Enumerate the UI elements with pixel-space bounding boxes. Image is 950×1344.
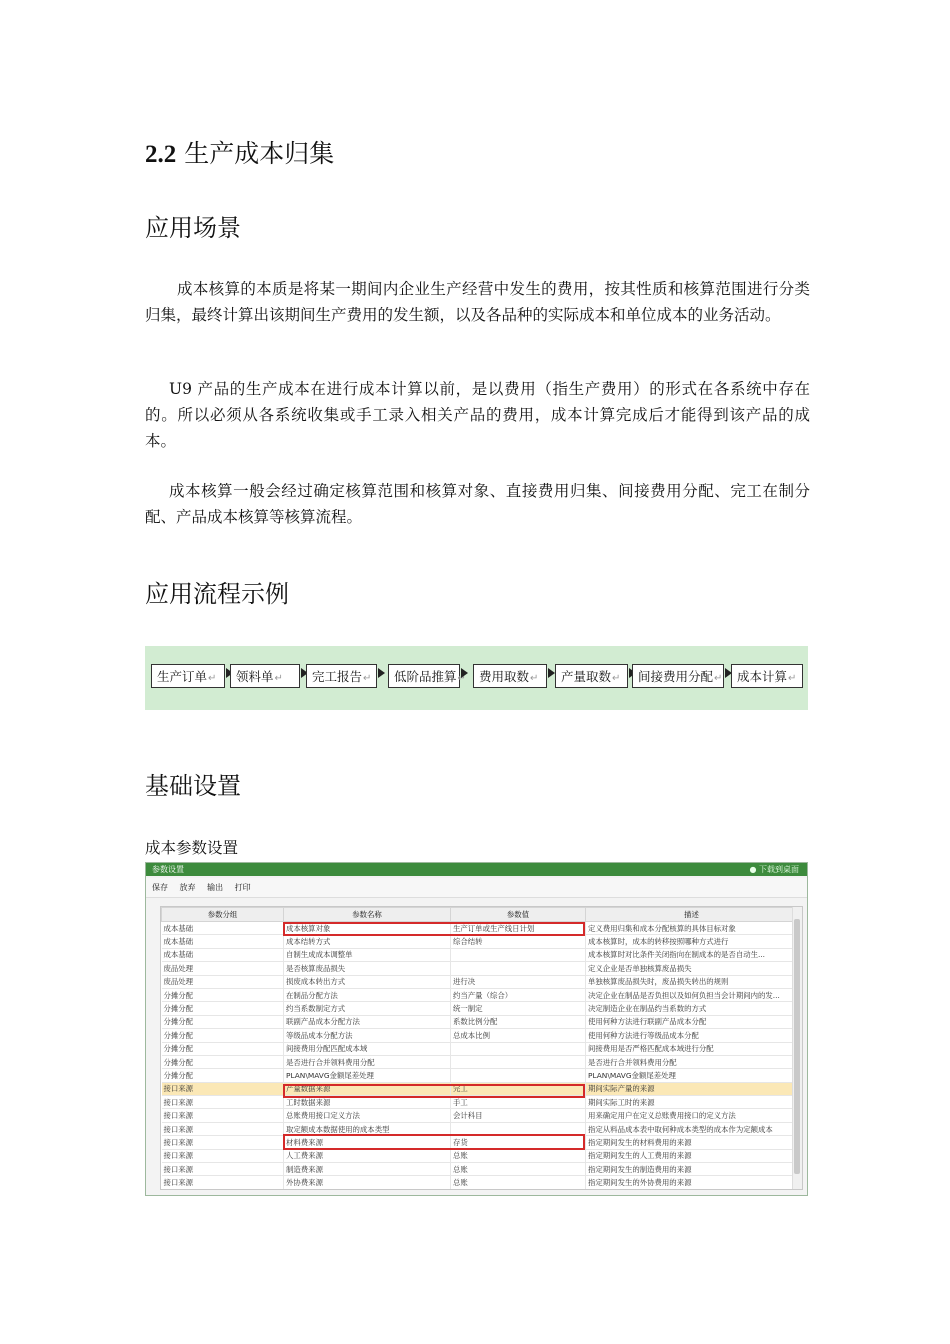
cell-description: 指定期间发生的材料费用的来源: [586, 1136, 798, 1149]
table-row[interactable]: [162, 1109, 804, 1122]
paragraph-3: 成本核算一般会经过确定核算范围和核算对象、直接费用归集、间接费用分配、完工在制分配、产品成本核算等核算流程。: [145, 482, 810, 526]
cell-name: 取定额成本数据使用的成本类型: [284, 1122, 451, 1135]
cell-group: 成本基础: [162, 922, 284, 935]
flow-arrow-icon: [461, 668, 468, 678]
toolbar-print-button[interactable]: 打印: [234, 883, 251, 892]
table-row[interactable]: [162, 1055, 804, 1068]
flow-step-label: 完工报告: [312, 669, 363, 684]
cell-description: 决定制造企业在制品约当系数的方式: [586, 1002, 798, 1015]
download-label: 下载到桌面: [759, 865, 799, 874]
red-mark-cost-object: [283, 922, 585, 936]
cell-group: 分摊分配: [162, 1029, 284, 1042]
flow-step-label: 领料单: [236, 669, 274, 684]
paragraph-mark-icon: ↵: [274, 673, 283, 684]
flow-arrow-icon: [378, 668, 385, 678]
cell-value: 约当产量（综合）: [451, 988, 586, 1001]
column-header-value[interactable]: 参数值: [451, 908, 586, 922]
vertical-scrollbar[interactable]: [792, 907, 802, 1189]
cell-group: 分摊分配: [162, 1015, 284, 1028]
paragraph-mark-icon: ↵: [714, 673, 723, 684]
cell-description: 成本核算时对比条件关闭指向在制成本的是否自动生...: [586, 948, 798, 961]
flow-step: [632, 664, 724, 688]
cell-name: 制造费来源: [284, 1163, 451, 1176]
cell-group: 接口来源: [162, 1082, 284, 1095]
cell-group: 成本基础: [162, 948, 284, 961]
red-mark-output-source: [283, 1084, 585, 1098]
cell-group: 接口来源: [162, 1176, 284, 1189]
heading-scenario: 应用场景: [145, 214, 241, 242]
table-header-row: [162, 908, 804, 922]
flow-step: [731, 664, 803, 688]
cell-value: 综合结转: [451, 935, 586, 948]
heading-basic: 基础设置: [145, 772, 241, 800]
cell-group: 废品处理: [162, 975, 284, 988]
red-mark-material-source: [283, 1134, 585, 1150]
cell-group: 成本基础: [162, 935, 284, 948]
cell-group: 分摊分配: [162, 1002, 284, 1015]
cell-value: [451, 1069, 586, 1082]
cell-group: 接口来源: [162, 1136, 284, 1149]
flow-step-label: 产量取数: [561, 669, 612, 684]
heading-flow: 应用流程示例: [145, 580, 289, 608]
paragraph-mark-icon: ↵: [530, 673, 539, 684]
cell-name: 在制品分配方法: [284, 988, 451, 1001]
cell-description: 用来确定用户在定义总账费用接口的定义方法: [586, 1109, 798, 1122]
flow-step-label: 费用取数: [479, 669, 530, 684]
parameter-settings-window: [145, 862, 808, 1196]
cell-description: 间接费用是否严格匹配成本域进行分配: [586, 1042, 798, 1055]
cell-name: 工时数据来源: [284, 1096, 451, 1109]
cell-description: 使用何种方法进行等级品成本分配: [586, 1029, 798, 1042]
cell-value: 总账: [451, 1176, 586, 1189]
cell-name: PLAN\MAVG金额尾差处理: [284, 1069, 451, 1082]
cell-group: 接口来源: [162, 1149, 284, 1162]
cell-value: 系数比例分配: [451, 1015, 586, 1028]
cell-description: 指定期间发生的制造费用的来源: [586, 1163, 798, 1176]
paragraph-mark-icon: ↵: [612, 673, 621, 684]
column-header-description[interactable]: 描述: [586, 908, 798, 922]
cell-description: 期间实际产量的来源: [586, 1082, 798, 1095]
cell-value: [451, 948, 586, 961]
flow-diagram: [145, 646, 808, 710]
cell-group: 分摊分配: [162, 1055, 284, 1068]
cell-group: 分摊分配: [162, 988, 284, 1001]
table-row[interactable]: [162, 1042, 804, 1055]
section-number: 2.2: [145, 141, 177, 168]
table-row[interactable]: [162, 935, 804, 948]
window-title: 参数设置: [152, 865, 184, 874]
cell-description: 指定从料品成本表中取何种成本类型的成本作为定额成本: [586, 1122, 798, 1135]
table-row[interactable]: [162, 975, 804, 988]
table-row[interactable]: [162, 1002, 804, 1015]
cell-group: 废品处理: [162, 962, 284, 975]
cell-description: 指定期间发生的人工费用的来源: [586, 1149, 798, 1162]
paragraph-mark-icon: ↵: [208, 673, 217, 684]
toolbar-discard-button[interactable]: 放弃: [179, 883, 196, 892]
flow-step: [388, 664, 466, 688]
cell-group: 接口来源: [162, 1109, 284, 1122]
toolbar-save-button[interactable]: 保存: [152, 883, 168, 892]
table-row[interactable]: [162, 948, 804, 961]
cell-description: 决定企业在制品是否负担以及如何负担当会计期间内的发...: [586, 988, 798, 1001]
flow-step: [306, 664, 377, 688]
cell-value: 生产订单或生产线日计划: [451, 922, 586, 935]
cell-name: 材料费来源: [284, 1136, 451, 1149]
flow-arrow-icon: [548, 668, 555, 678]
cell-description: 定义费用归集和成本分配核算的具体目标对象: [586, 922, 798, 935]
column-header-name[interactable]: 参数名称: [284, 908, 451, 922]
cell-value: 会计科目: [451, 1109, 586, 1122]
table-row[interactable]: [162, 962, 804, 975]
table-row[interactable]: [162, 1029, 804, 1042]
cell-description: 成本核算时，成本的转移按照哪种方式进行: [586, 935, 798, 948]
cell-group: 接口来源: [162, 1096, 284, 1109]
table-row[interactable]: [162, 988, 804, 1001]
window-title-bar: [146, 863, 807, 876]
cell-description: 单独核算废品损失时，废品损失转出的规则: [586, 975, 798, 988]
cell-name: 总账费用接口定义方法: [284, 1109, 451, 1122]
toolbar: [146, 878, 807, 898]
cell-name: 产量数据来源: [284, 1082, 451, 1095]
table-row[interactable]: [162, 1163, 804, 1176]
cell-group: 接口来源: [162, 1163, 284, 1176]
cell-name: 人工费来源: [284, 1149, 451, 1162]
cell-name: 是否核算废品损失: [284, 962, 451, 975]
cell-description: 期间实际工时的来源: [586, 1096, 798, 1109]
flow-step-label: 低阶品推算: [394, 669, 457, 684]
cell-value: 总账: [451, 1163, 586, 1176]
column-header-group[interactable]: 参数分组: [162, 908, 284, 922]
cell-name: 约当系数制定方式: [284, 1002, 451, 1015]
flow-step-label: 生产订单: [157, 669, 208, 684]
cell-value: 完工: [451, 1082, 586, 1095]
table-row[interactable]: [162, 1069, 804, 1082]
flow-step: [230, 664, 300, 688]
cell-description: 定义企业是否单独核算废品损失: [586, 962, 798, 975]
cell-description: 使用何种方法进行联副产品成本分配: [586, 1015, 798, 1028]
parameter-grid: [160, 906, 803, 1190]
caption-cost-params: 成本参数设置: [145, 839, 239, 857]
scrollbar-thumb[interactable]: [794, 919, 800, 1174]
cell-name: 成本核算对象: [284, 922, 451, 935]
toolbar-export-button[interactable]: 输出: [207, 883, 224, 892]
flow-step-label: 成本计算: [737, 669, 788, 684]
cell-name: 成本结转方式: [284, 935, 451, 948]
cell-name: 外协费来源: [284, 1176, 451, 1189]
cell-name: 联副产品成本分配方法: [284, 1015, 451, 1028]
paragraph-1: 成本核算的本质是将某一期间内企业生产经营中发生的费用，按其性质和核算范围进行分类归集，最终计算出该期间生产费用的发生额，以及各品种的实际成本和单位成本的业务活动。: [145, 280, 810, 324]
cell-value: 手工: [451, 1096, 586, 1109]
cell-value: [451, 1042, 586, 1055]
cell-name: 自制生成成本调整单: [284, 948, 451, 961]
cell-name: 间接费用分配匹配成本域: [284, 1042, 451, 1055]
cell-description: 是否进行合并领料费用分配: [586, 1055, 798, 1068]
cell-value: 总成本比例: [451, 1029, 586, 1042]
download-button[interactable]: ● 下载到桌面: [749, 865, 799, 874]
cell-name: 是否进行合并领料费用分配: [284, 1055, 451, 1068]
paragraph-mark-icon: ↵: [457, 673, 466, 684]
section-title: [145, 134, 334, 170]
section-title-text: 生产成本归集: [184, 139, 335, 168]
flow-step-label: 间接费用分配: [638, 669, 714, 684]
cell-value: 进行决: [451, 975, 586, 988]
flow-step: [151, 664, 225, 688]
cell-description: 指定期间发生的外协费用的来源: [586, 1176, 798, 1189]
cell-value: 总账: [451, 1149, 586, 1162]
paragraph-mark-icon: ↵: [363, 673, 372, 684]
cell-value: 存货: [451, 1136, 586, 1149]
cell-group: 接口来源: [162, 1122, 284, 1135]
cell-value: [451, 1055, 586, 1068]
table-row[interactable]: [162, 1176, 804, 1189]
flow-step: [555, 664, 628, 688]
cell-group: 分摊分配: [162, 1069, 284, 1082]
cell-name: 损废成本转出方式: [284, 975, 451, 988]
table-row[interactable]: [162, 1015, 804, 1028]
cell-value: 统一制定: [451, 1002, 586, 1015]
cell-description: PLAN\MAVG金额尾差处理: [586, 1069, 798, 1082]
paragraph-2: U9 产品的生产成本在进行成本计算以前，是以费用（指生产费用）的形式在各系统中存在的。所以必须从各系统收集或手工录入相关产品的费用，成本计算完成后才能得到该产品的成本。: [145, 380, 810, 450]
paragraph-mark-icon: ↵: [788, 673, 797, 684]
cell-name: 等级品成本分配方法: [284, 1029, 451, 1042]
flow-step: [473, 664, 547, 688]
cell-group: 分摊分配: [162, 1042, 284, 1055]
table-row[interactable]: [162, 1149, 804, 1162]
cell-value: [451, 962, 586, 975]
